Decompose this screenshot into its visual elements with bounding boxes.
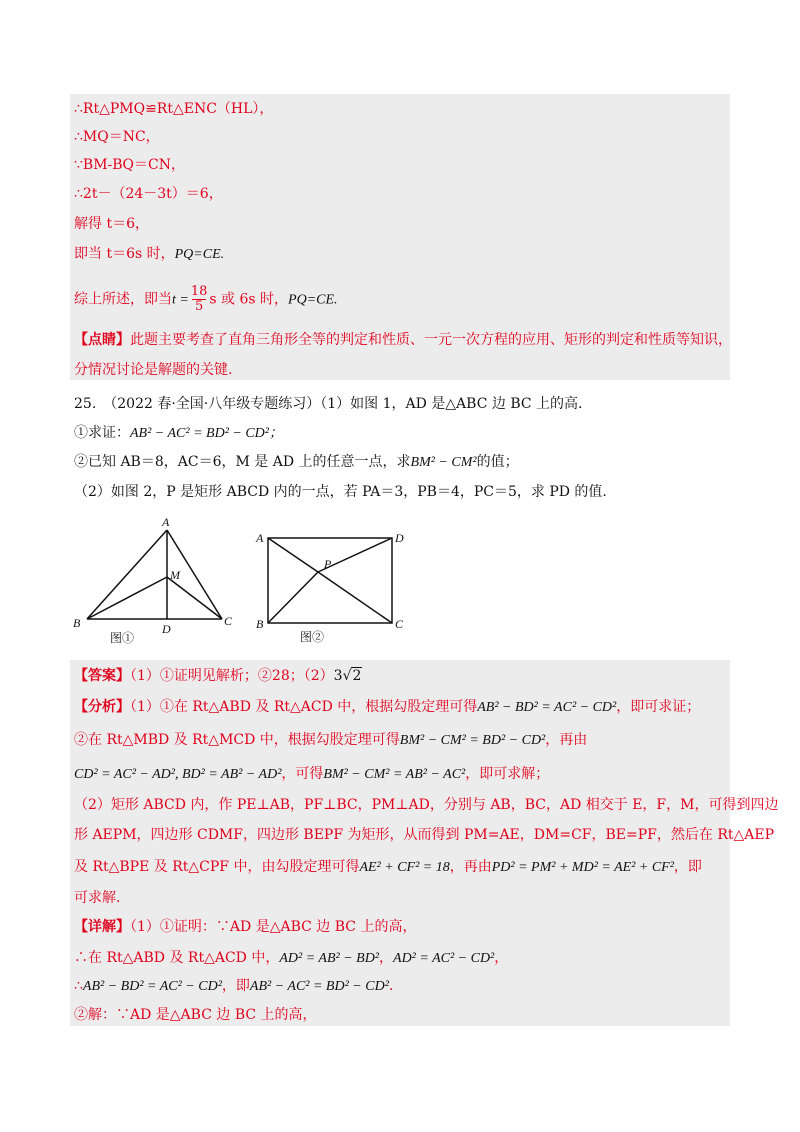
figure-1-triangle bbox=[70, 515, 240, 645]
analysis-line-4: （2）矩形 ABCD 内，作 PE⊥AB，PF⊥BC，PM⊥AD，分别与 AB，BC，AD 相交于 E，F，M，可得到四边 bbox=[74, 797, 779, 813]
step-line-1: ∴Rt△PMQ≌Rt△ENC（HL）， bbox=[74, 101, 274, 117]
analysis-line-2: ②在 Rt△MBD 及 Rt△MCD 中，根据勾股定理可得BM² − CM² = BD² − CD²，再由 bbox=[74, 732, 588, 748]
step-line-7: 综上所述，即当t = $\frac{18}{5}$ s 或 6s 时，PQ=CE. bbox=[74, 284, 338, 314]
analysis-line-3: CD² = AC² − AD², BD² = AB² − AD²，可得BM² − CM² = AB² − AC²，即可求解； bbox=[74, 766, 550, 782]
step-line-3: ∵BM-BQ＝CN， bbox=[74, 157, 185, 173]
fig1-label-m: M bbox=[170, 568, 180, 582]
question-line-3: ②已知 AB＝8，AC＝6，M 是 AD 上的任意一点，求BM² − CM²的值； bbox=[74, 454, 519, 470]
dianjing-line-2: 分情况讨论是解题的关键. bbox=[74, 362, 233, 378]
fig1-caption: 图① bbox=[110, 631, 135, 645]
answer-line: 【答案】（1）①证明见解析；②28；（2）3√2 bbox=[74, 668, 362, 684]
fig1-label-c: C bbox=[224, 614, 233, 628]
step-line-5: 解得 t＝6， bbox=[74, 216, 149, 232]
detail-line-3: ∴AB² − BD² = AC² − CD²，即AB² − AC² = BD² − CD². bbox=[74, 978, 394, 994]
fig1-label-d: D bbox=[162, 622, 171, 636]
dianjing-line-1: 【点睛】此题主要考查了直角三角形全等的判定和性质、一元一次方程的应用、矩形的判定和性质等知识， bbox=[74, 332, 732, 348]
question-line-4: （2）如图 2，P 是矩形 ABCD 内的一点，若 PA＝3，PB＝4，PC＝5，求 PD 的值. bbox=[74, 484, 607, 500]
step-line-2: ∴MQ＝NC， bbox=[74, 129, 160, 145]
fig2-caption: 图② bbox=[300, 630, 325, 644]
detail-line-1: 【详解】（1）①证明：∵AD 是△ABC 边 BC 上的高， bbox=[74, 919, 417, 935]
detail-line-2: ∴在 Rt△ABD 及 Rt△ACD 中，AD² = AB² − BD²，AD² = AC² − CD²， bbox=[74, 950, 509, 966]
figure-2-rectangle bbox=[250, 525, 420, 645]
step-line-4: ∴2t－（24－3t）＝6， bbox=[74, 186, 223, 202]
analysis-line-6: 及 Rt△BPE 及 Rt△CPF 中，由勾股定理可得AE² + CF² = 18，再由PD² = PM² + MD² = AE² + CF²，即 bbox=[74, 859, 702, 875]
analysis-line-5: 形 AEPM，四边形 CDMF，四边形 BEPF 为矩形，从而得到 PM=AE，DM=CF，BE=PF，然后在 Rt△AEP bbox=[74, 827, 774, 843]
fig2-label-p: P bbox=[324, 557, 332, 571]
fig2-label-c: C bbox=[395, 617, 404, 631]
question-line-2: ①求证：AB² − AC² = BD² − CD²； bbox=[74, 425, 283, 441]
question-line-1: 25. （2022 春·全国·八年级专题练习）（1）如图 1，AD 是△ABC 边 BC 上的高. bbox=[74, 396, 583, 412]
fig1-label-b: B bbox=[73, 616, 81, 630]
answer-sqrt: 3√2 bbox=[333, 668, 362, 684]
detail-line-4: ②解：∵AD 是△ABC 边 BC 上的高， bbox=[74, 1007, 317, 1023]
fig2-label-a: A bbox=[256, 531, 264, 545]
step-line-6: 即当 t＝6s 时，PQ=CE. bbox=[74, 246, 225, 262]
analysis-line-1: 【分析】（1）①在 Rt△ABD 及 Rt△ACD 中，根据勾股定理可得AB² − BD² = AC² − CD²，即可求证； bbox=[74, 699, 701, 715]
fig1-label-a: A bbox=[162, 515, 170, 529]
fig2-label-b: B bbox=[256, 617, 264, 631]
fraction-18-5: $\frac{18}{5}$ bbox=[190, 284, 208, 314]
fig2-label-d: D bbox=[395, 531, 404, 545]
analysis-line-7: 可求解. bbox=[74, 890, 121, 906]
